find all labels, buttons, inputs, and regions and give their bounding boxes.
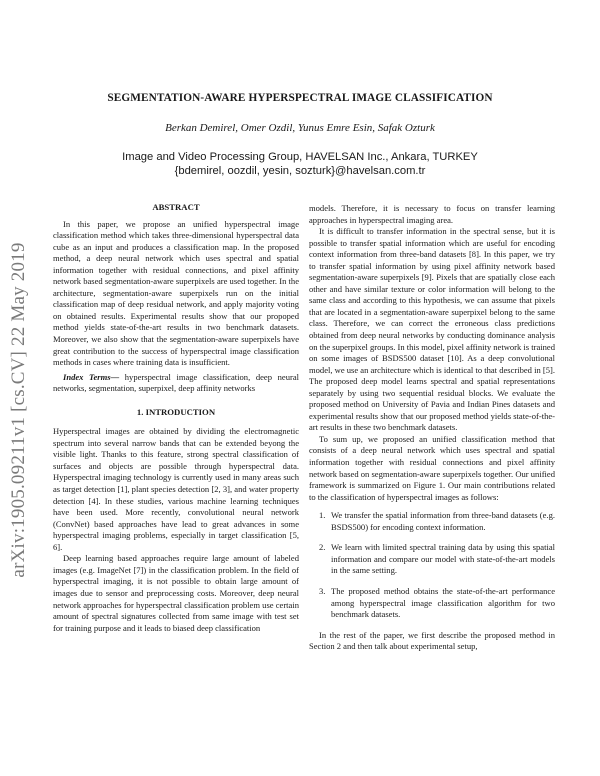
intro-paragraph-1: Hyperspectral images are obtained by dividing the electromagnetic spectrum into several narrow bands that can be extended beyong the visible light. Thanks to this feature, strong spectral classification of surfaces and objects are possible through hyperspectral data. Hyperspectral imaging technology is currently used in many areas such as target detection [1], plant species detection [2, 3], and water property detection [4]. In these studies, various machine learning techniques have been used. More recently, convolutional neural network (ConvNet) based approaches have lead to great advances in some hyperspectral imaging problems, especially in target classification [5, 6].: [53, 426, 299, 552]
author-emails: {bdemirel, oozdil, yesin, sozturk}@havelsan.com.tr: [174, 165, 426, 177]
contribution-number: 1.: [319, 510, 326, 521]
index-terms: [53, 372, 299, 395]
arxiv-id-text: arXiv:1905.09211v1 [cs.CV] 22 May 2019: [8, 242, 29, 578]
intro-paragraph-2: Deep learning based approaches require large amount of labeled images (e.g. ImageNet [7]) in the classification problem. In the field of hyperspectral imaging, it is not possible to obtain large amount of images due to sensor and preprocessing costs. Moreover, deep neural network approaches for hyperspectral classification problem use certain amount of spectral signatures collected from same image with test set for training purpose and it leads to biased deep classification: [53, 553, 299, 633]
abstract-heading: ABSTRACT: [152, 202, 200, 212]
contribution-item: [309, 542, 555, 577]
right-paragraph-4: In the rest of the paper, we first describe the proposed method in Section 2 and then talk about experimental setup,: [309, 629, 555, 652]
introduction-heading: 1. INTRODUCTION: [136, 406, 216, 417]
index-terms-label: Index Terms—: [63, 371, 120, 382]
paper-title: SEGMENTATION-AWARE HYPERSPECTRAL IMAGE CLASSIFICATION: [107, 92, 493, 104]
arxiv-identifier: [4, 200, 34, 620]
contribution-text: The proposed method obtains the state-of-the-art performance among hyperspectral image classification algorithm for two benchmark datasets.: [331, 585, 555, 620]
contribution-item: [309, 510, 555, 533]
right-paragraph-3: To sum up, we proposed an unified classification method that consists of a deep neural network which uses spectral and spatial information together with residual connections and pixel affinity network based on segmentation-aware superpixels together. Our unified framework is summarized on Figure 1. Our main contributions related to the classification of hyperspectral images as follows:: [309, 433, 555, 502]
contributions-list: [309, 510, 555, 620]
contribution-number: 3.: [319, 585, 326, 596]
right-paragraph-2: It is difficult to transfer information in the spectral sense, but it is possible to transfer spatial information which are useful for encoding context information from three-band datasets [8]. In this paper, we try to transfer spatial information by using pixel affinity network based segmentation-aware superpixels [9]. Pixels that are spatially close each other and have similar texture or color information will belong to the same class and according to this hypothesis, we can assume that pixels that are located in a segmentation-aware superpixel belong to the same class. Therefore, we can correct the erroneous class predictions obtained from deep neural networks by conducting dominance analysis on the superpixel groups. In this model, pixel affinity network is trained on some images of BSDS500 dataset [10]. As a deep convolutional model, we use an architecture which is identical to that described in [5]. The proposed deep model learns spectral and spatial representations separately by using two sequential residual blocks. We evaluate the proposed method on University of Pavia and Indian Pines datasets and experimental results show that our proposed method yields state-of-the-art results in these two benchmark datasets.: [309, 226, 555, 433]
abstract-text: In this paper, we propose an unified hyperspectral image classification method which takes three-dimensional hyperspectral data cube as an input and produces a classification map. In the proposed method, a deep neural network which uses spectral and spatial information together with residual connections, and pixel affinity network based segmentation-aware superpixels are used together. In the architecture, segmentation-aware superpixels run on the initial classification map of deep residual network, and apply majority voting on obtained results. Experimental results show that our propoped method yields state-of-the-art results in two benchmark datasets. Moreover, we also show that the segmentation-aware superpixels have great contribution to the success of hyperspectral image classification methods in cases where training data is insufficient.: [53, 218, 299, 368]
left-column: [53, 202, 299, 634]
right-column: [309, 203, 555, 653]
contribution-item: [309, 586, 555, 621]
author-list: Berkan Demirel, Omer Ozdil, Yunus Emre Esin, Safak Ozturk: [165, 122, 435, 134]
index-terms-text: hyperspectral image classification, deep neural networks, segmentation, superpixel, deep affinity networks: [53, 371, 299, 394]
contribution-text: We learn with limited spectral training data by using this spatial information and compare our model with state-of-the-art models in the same setting.: [331, 542, 555, 576]
contribution-number: 2.: [319, 542, 326, 553]
affiliation: Image and Video Processing Group, HAVELSAN Inc., Ankara, TURKEY: [122, 151, 478, 163]
contribution-text: We transfer the spatial information from three-band datasets (e.g. BSDS500) for encoding context information.: [331, 510, 555, 532]
right-paragraph-1: models. Therefore, it is necessary to focus on transfer learning approaches in hyperspectral imaging area.: [309, 203, 555, 225]
